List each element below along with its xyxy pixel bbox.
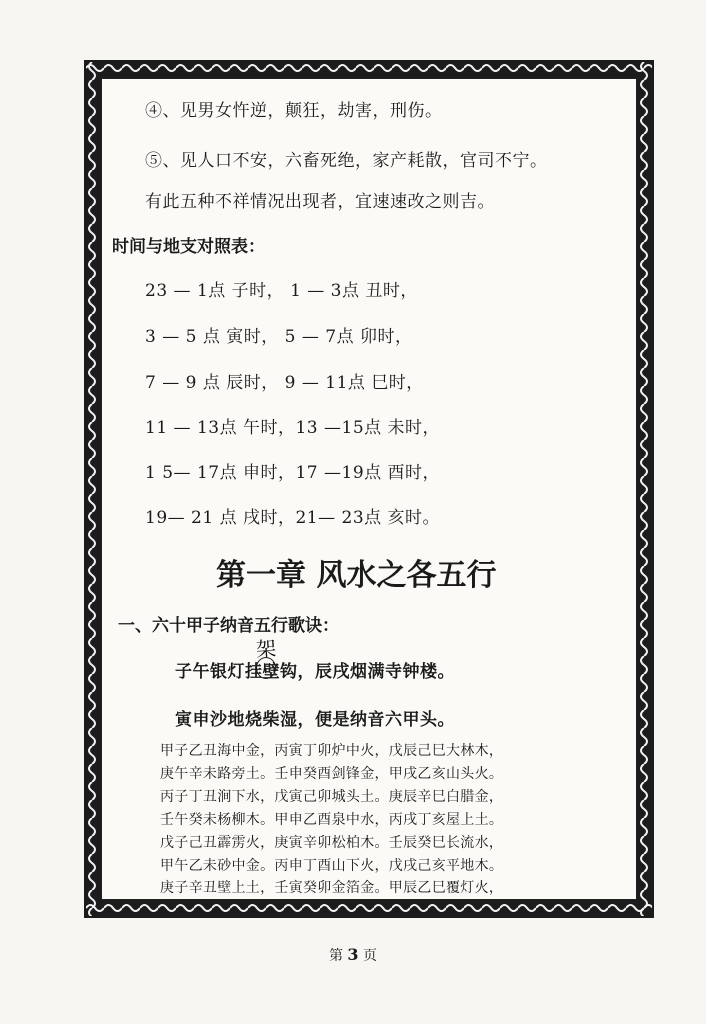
time-row: 7 — 9 点 辰时， 9 — 11点 巳时， <box>145 373 424 393</box>
time-row: 23 — 1点 子时， 1 — 3点 丑时， <box>145 281 418 301</box>
verse-line-1: 子午银灯挂壁钩，辰戌烟满寺钟楼。 <box>175 662 455 682</box>
nayin-line: 戊子己丑霹雳火，庚寅辛卯松柏木。壬辰癸巳长流水， <box>160 835 504 851</box>
section-title: 一、六十甲子纳音五行歌诀： <box>118 616 339 636</box>
nayin-line: 庚子辛丑壁上土，壬寅癸卯金箔金。甲辰乙巳覆灯火， <box>160 880 504 896</box>
page-footer: 第 3 页 <box>328 945 378 964</box>
time-row: 1 5— 17点 申时，17 —19点 酉时， <box>145 463 441 483</box>
conclusion-text: 有此五种不祥情况出现者，宜速速改之则吉。 <box>145 192 495 212</box>
time-row: 19— 21 点 戌时，21— 23点 亥时。 <box>145 508 441 528</box>
time-row: 3 — 5 点 寅时， 5 — 7点 卯时， <box>145 327 413 347</box>
item-5: ⑤、见人口不安，六畜死绝，家产耗散，官司不宁。 <box>145 151 548 171</box>
nayin-line: 丙子丁丑涧下水，戊寅己卯城头土。庚辰辛巳白腊金， <box>160 789 504 805</box>
nayin-line: 庚午辛未路旁土。壬申癸酉剑锋金，甲戌乙亥山头火。 <box>160 766 504 782</box>
page-number: 3 <box>347 945 359 964</box>
nayin-line: 壬午癸未杨柳木。甲申乙酉泉中水，丙戌丁亥屋上土。 <box>160 812 504 828</box>
handwritten-correction: 架 <box>255 636 277 662</box>
time-table-title: 时间与地支对照表： <box>112 237 265 257</box>
nayin-line: 甲子乙丑海中金，丙寅丁卯炉中火，戊辰己巳大林木， <box>160 743 504 759</box>
time-row: 11 — 13点 午时，13 —15点 未时， <box>145 418 441 438</box>
nayin-line: 甲午乙未砂中金。丙申丁酉山下火，戊戌己亥平地木。 <box>160 858 504 874</box>
chapter-title: 第一章 风水之各五行 <box>216 558 497 593</box>
item-4: ④、见男女忤逆，颠狂，劫害，刑伤。 <box>145 101 443 121</box>
verse-line-2: 寅申沙地烧柴湿，便是纳音六甲头。 <box>175 710 455 730</box>
